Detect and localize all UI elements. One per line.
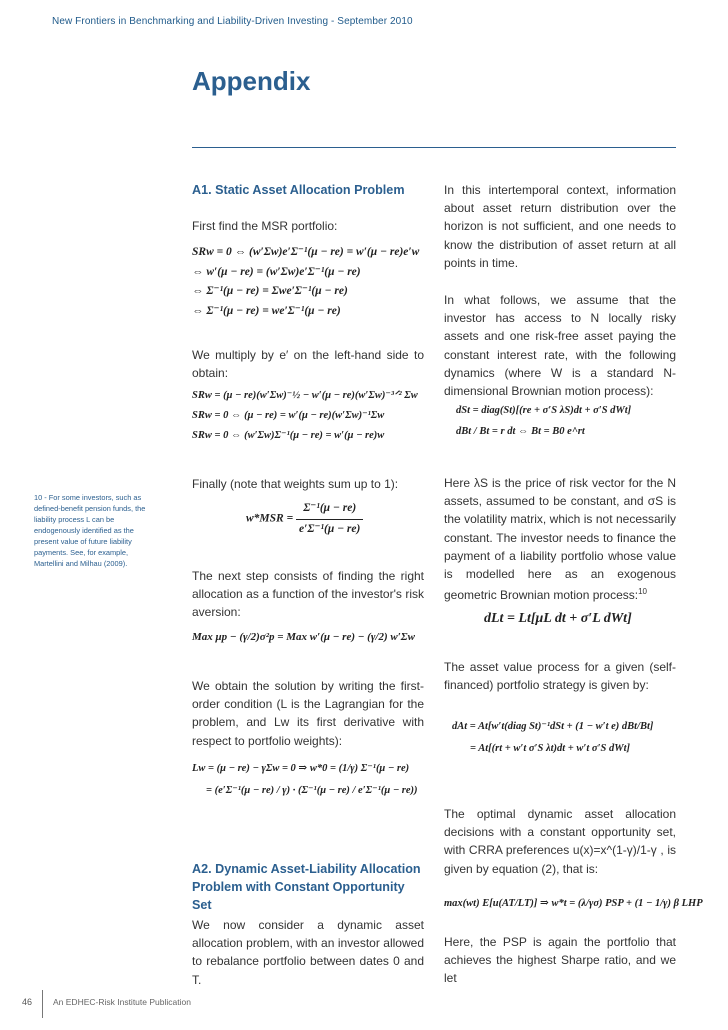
equation-line: SRw = 0 ⇔ (w′Σw)e′Σ⁻¹(μ − re) = w′(μ − re)e′w bbox=[192, 246, 420, 258]
equation-line: = At[(rt + w′t σ′S λt)dt + w′t σ′S dWt] bbox=[470, 743, 630, 754]
footer-divider bbox=[42, 990, 43, 1018]
equation-msr bbox=[192, 243, 419, 321]
equation-line: SRw = 0 ⇔ (μ − re) = w′(μ − re)(w′Σw)⁻¹Σw bbox=[192, 410, 385, 421]
equation-solution bbox=[192, 758, 418, 802]
section-heading-a1: A1. Static Asset Allocation Problem bbox=[192, 183, 405, 197]
numerator: Σ⁻¹(μ − re) bbox=[296, 499, 363, 520]
equation-line: ⇔ Σ⁻¹(μ − re) = Σwe′Σ⁻¹(μ − re) bbox=[192, 285, 348, 297]
paragraph: The optimal dynamic asset allocation decisions with a constant opportunity set, with CRRA preferences u(x)=x^(1-γ)/1-γ , is given by equation (2), that is: bbox=[444, 807, 676, 876]
equation-line: SRw = 0 ⇔ (w′Σw)Σ⁻¹(μ − re) = w′(μ − re)w bbox=[192, 430, 385, 441]
equation-line: dAt = At[w′t(diag St)⁻¹dSt + (1 − w′t e) dBt/Bt] bbox=[452, 721, 654, 732]
paragraph: The asset value process for a given (self-financed) portfolio strategy is given by: bbox=[444, 660, 676, 693]
page-number: 46 bbox=[22, 997, 33, 1007]
fraction bbox=[296, 499, 363, 539]
title-divider bbox=[192, 147, 676, 148]
paragraph: Finally (note that weights sum up to 1): bbox=[192, 477, 399, 491]
equation-mean-variance: Max μp − (γ/2)σ²p = Max w′(μ − re) − (γ/2) w′Σw bbox=[192, 631, 415, 643]
equation-liability: dLt = Lt[μL dt + σ′L dWt] bbox=[484, 611, 632, 626]
equation-lhs: w*MSR = bbox=[246, 512, 294, 525]
equation-w-msr bbox=[246, 499, 363, 539]
running-title: New Frontiers in Benchmarking and Liability-Driven Investing - September 2010 bbox=[52, 16, 413, 27]
paragraph: We obtain the solution by writing the first-order condition (L is the Lagrangian for the problem, and Lw its first derivative with respect to portfolio weights): bbox=[192, 679, 424, 748]
footnote-ref[interactable]: 10 bbox=[638, 587, 647, 597]
equation-line: ⇔ Σ⁻¹(μ − re) = we′Σ⁻¹(μ − re) bbox=[192, 304, 341, 317]
equation-line: ⇔ w′(μ − re) = (w′Σw)e′Σ⁻¹(μ − re) bbox=[192, 265, 361, 278]
paragraph: We multiply by e′ on the left-hand side to obtain: bbox=[192, 348, 424, 381]
equation-line: = (e′Σ⁻¹(μ − re) / γ) · (Σ⁻¹(μ − re) / e′Σ⁻¹(μ − re)) bbox=[206, 785, 418, 796]
paragraph bbox=[444, 474, 676, 604]
equation-dynamics bbox=[456, 400, 631, 442]
equation-line: SRw = (μ − re)(w′Σw)⁻½ − w′(μ − re)(w′Σw)⁻³ᐟ² Σw bbox=[192, 390, 418, 401]
publication-label: An EDHEC-Risk Institute Publication bbox=[53, 997, 191, 1007]
sidenote-10: 10 - For some investors, such as defined-benefit pension funds, the liability process L can be endogenously identified as the present value of future liability payments. See, for example, Martellini and Milhau (2009). bbox=[34, 493, 146, 568]
equation-line: dBt / Bt = r dt ⇔ Bt = B0 e^rt bbox=[456, 426, 585, 437]
page-title: Appendix bbox=[192, 66, 311, 96]
equation-line: Lw = (μ − re) − γΣw = 0 ⇒ w*0 = (1/γ) Σ⁻¹(μ − re) bbox=[192, 763, 410, 774]
paragraph: In what follows, we assume that the investor has access to N locally risky assets and one risk-free asset paying the constant interest rate, with the following dynamics (where W is a standard N-dimensional Brownian motion process): bbox=[444, 293, 676, 399]
paragraph: The next step consists of finding the right allocation as a function of the investor's risk aversion: bbox=[192, 569, 424, 620]
paragraph: First find the MSR portfolio: bbox=[192, 219, 338, 233]
paragraph-text: Here λS is the price of risk vector for the N assets, assumed to be constant, and σS is the volatility matrix, which is not necessarily constant. The investor needs to finance the payment of a liability portfolio whose value is modelled here as an exogenous geometric Brownian motion process: bbox=[444, 476, 676, 603]
equation-optimal-allocation: max(wt) E[u(AT/LT)] ⇒ w*t = (λ/γσ) PSP + (1 − 1/γ) β LHP bbox=[444, 898, 703, 909]
denominator: e′Σ⁻¹(μ − re) bbox=[299, 522, 361, 535]
paragraph: Here, the PSP is again the portfolio that achieves the highest Sharpe ratio, and we let bbox=[444, 935, 676, 986]
equation-line: dSt = diag(St)[(re + σ′S λS)dt + σ′S dWt] bbox=[456, 405, 632, 416]
equation-derivative bbox=[192, 386, 418, 446]
paragraph: In this intertemporal context, information about asset return distribution over the horizon is not sufficient, and one needs to know the distribution of asset return at all points in time. bbox=[444, 183, 676, 270]
paragraph: We now consider a dynamic asset allocation problem, with an investor allowed to rebalance portfolio between dates 0 and T. bbox=[192, 918, 424, 987]
section-heading-a2: A2. Dynamic Asset-Liability Allocation Problem with Constant Opportunity Set bbox=[192, 862, 421, 912]
equation-asset-value bbox=[452, 716, 653, 760]
